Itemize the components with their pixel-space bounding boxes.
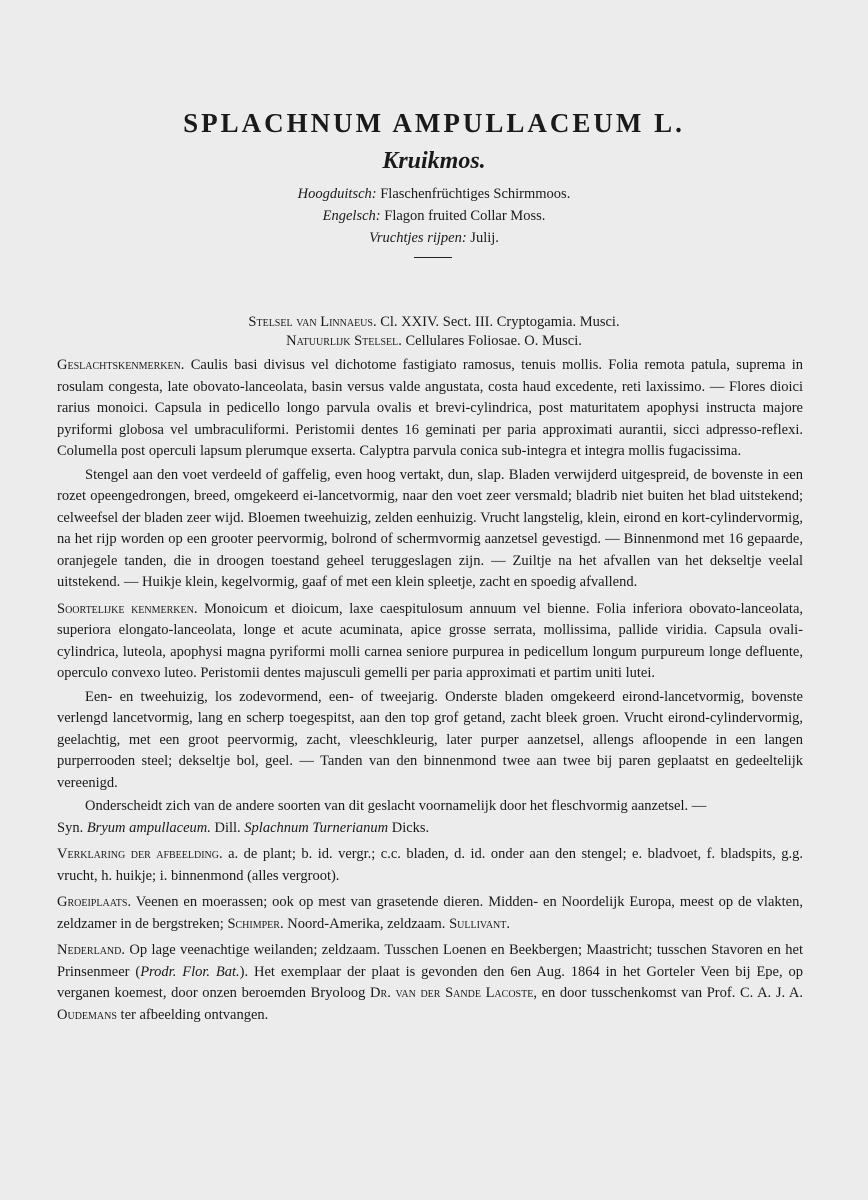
linnaeus-system-line <box>0 314 868 331</box>
netherlands-text-3: en door tusschenkomst van Prof. C. A. J. A. <box>541 985 804 1001</box>
habitat-paragraph <box>57 892 803 935</box>
species-characters-paragraph <box>57 599 803 685</box>
synonym-bryum: Bryum ampullaceum. <box>86 819 211 836</box>
species-characters-label: Soortelijke kenmerken. <box>57 600 198 617</box>
habitat-label: Groeiplaats. <box>57 894 132 910</box>
netherlands-dr-name: Dr. van der Sande Lacoste, <box>370 985 537 1001</box>
body-text <box>57 355 803 1028</box>
english-value: Flagon fruited Collar Moss. <box>384 208 546 224</box>
ripening-value: Julij. <box>470 230 499 246</box>
english-label: Engelsch: <box>322 208 381 224</box>
genus-characters-label: Geslachtskenmerken. <box>57 357 185 373</box>
netherlands-text-1: Op lage veenachtige weilanden; zeldzaam. Tusschen Loenen en Beekbergen; Maastricht; tusschen Stavoren en het Prinsenmeer ( <box>57 942 803 980</box>
linnaeus-value: Cl. XXIV. Sect. III. Cryptogamia. Musci. <box>380 314 620 330</box>
netherlands-text-4: ter afbeelding ontvangen. <box>120 1006 269 1023</box>
page-subtitle: Kruikmos. <box>382 148 486 174</box>
distinction-paragraph <box>57 796 803 839</box>
natural-system-line <box>0 333 868 350</box>
linnaeus-label: Stelsel van Linnaeus. <box>248 314 377 330</box>
natural-label: Natuurlijk Stelsel. <box>286 333 402 349</box>
german-name-line <box>0 183 868 205</box>
synonym-dill: Dill. <box>214 819 241 836</box>
ripening-line <box>0 227 868 249</box>
synonym-dicks: Dicks. <box>391 819 430 836</box>
divider-rule <box>414 257 452 258</box>
habitat-sullivant: Sullivant. <box>449 915 511 932</box>
habitat-text: Veenen en moerassen; ook op mest van grasetende dieren. Midden- en Noordelijk Europa, meest op de vlakten, zeldzamer in de bergstreken; <box>57 894 803 932</box>
genus-characters-text: Caulis basi divisus vel dichotome fastigiato ramosus, tenuis mollis. Folia remota patula, suprema in rosulam congesta, late obovato-lanceolata, basin versus valde angustata, costa haud excedente, reti laxissimo. — Flores dioici rarius monoici. Capsula in pedicello longo parvula ovalis et brevi-cylindrica, post maturitatem apophysi instructa majore pyriformi globosa vel umbraculiformi. Peristomii dentes 16 geminati per paria approximati aurantii, sicci adpresso-reflexi. Columella post operculi lapsum plerumque exserta. Calyptra parvula conica sub-integra et integra mollis fugacissima. <box>57 357 803 459</box>
german-value: Flaschenfrüchtiges Schirmmoos. <box>380 186 571 202</box>
stem-description-paragraph <box>57 465 803 594</box>
natural-value: Cellulares Foliosae. O. Musci. <box>405 333 582 349</box>
synonym-label: Syn. <box>57 819 84 836</box>
page-title: SPLACHNUM AMPULLACEUM L. <box>183 108 685 138</box>
ripening-label: Vruchtjes rijpen: <box>369 230 467 246</box>
habitat-mid: Noord-Amerika, zeldzaam. <box>287 915 446 932</box>
species-description-text: Een- en tweehuizig, los zodevormend, een- of tweejarig. Onderste bladen omgekeerd eirond-lancetvormig, bovenste verlengd lancetvormig, lang en scherp toegespitst, aan den top grof getand, zacht bleek groen. Vrucht eirond-cylindervormig, geelachtig, met een groot peervormig, zacht, vleeschkleurig, later purper aanzetsel, allengs afloopende in een langen purperrooden steel; dekseltje bol, geel. — Tanden van den binnenmond twee aan twee bij paren geplaatst en gedeeltelijk vereenigd. <box>57 688 803 791</box>
species-characters-text: Monoicum et dioicum, laxe caespitulosum annuum vel bienne. Folia inferiora obovato-lanceolata, superiora elongato-lanceolata, longe et acute acuminata, apice grosse serrata, mollissima, pallide viridia. Capsula ovali-cylindrica, luteola, apophysi magna pyriformi molli carnea seniore purpurea in pedicellum longum purpureum longe defluente, operculo convexo luteo. Peristomii dentes majusculi gemelli per paria approximati et partim uniti lutei. <box>57 600 804 681</box>
figure-explanation-text: a. de plant; b. id. vergr.; c.c. bladen, d. id. onder aan den stengel; e. bladvoet, f. bladspits, g.g. vrucht, h. huikje; i. binnenmond (alles vergroot). <box>57 846 803 884</box>
netherlands-text-2: ). Het exemplaar der plaat is gevonden den 6en Aug. 1864 in het Gorteler Veen bij Epe, op verganen koemest, door onzen beroemden Bryoloog <box>57 963 803 1001</box>
netherlands-label: Nederland. <box>57 942 125 958</box>
netherlands-oudemans: Oudemans <box>57 1006 117 1023</box>
habitat-schimper: Schimper. <box>227 915 284 932</box>
distinction-text: Onderscheidt zich van de andere soorten van dit geslacht voornamelijk door het fleschvormig aanzetsel. — <box>85 798 707 814</box>
synonym-splachnum: Splachnum Turnerianum <box>244 819 389 836</box>
figure-explanation-paragraph <box>57 844 803 887</box>
figure-explanation-label: Verklaring der afbeelding. <box>57 846 223 862</box>
species-description-paragraph <box>57 687 803 795</box>
netherlands-paragraph <box>57 940 803 1026</box>
german-label: Hoogduitsch: <box>297 186 377 202</box>
genus-characters-paragraph <box>57 355 803 463</box>
common-names <box>0 183 868 249</box>
stem-description-text: Stengel aan den voet verdeeld of gaffelig, even hoog vertakt, dun, slap. Bladen verwijderd uitgespreid, de bovenste in een rozet opeengedrongen, breed, omgekeerd ei-lancetvormig, naar den voet zeer versmald; bladrib niet buiten het blad uitstekend; celweefsel der bladen zeer wijd. Bloemen tweehuizig, zelden eenhuizig. Vrucht langstelig, klein, eirond en kort-cylindervormig, na het rijp worden op een grooter peervormig, bolrond of schermvormig aanzetsel gevestigd. — Binnenmond met 16 gepaarde, oranjegele tanden, die in droogen toestand geheel teruggeslagen zijn. — Zuiltje na het afvallen van het dekseltje veelal uitstekend. — Huikje klein, kegelvormig, gaaf of met een klein spleetje, zacht en spoedig afvallend. <box>57 466 803 590</box>
netherlands-reference: Prodr. Flor. Bat. <box>140 963 240 980</box>
english-name-line <box>0 205 868 227</box>
